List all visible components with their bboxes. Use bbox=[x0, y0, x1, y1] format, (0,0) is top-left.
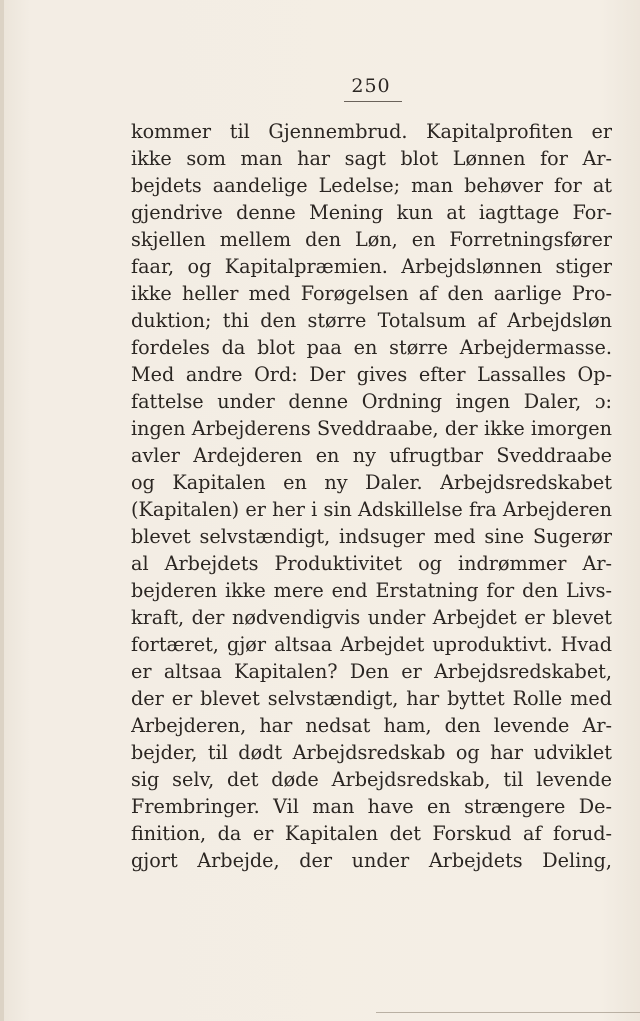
text-line: gjendrive denne Mening kun at iagttage For- bbox=[131, 201, 612, 224]
text-line: fordeles da blot paa en større Arbejdermasse. bbox=[131, 336, 612, 359]
text-line: bejdets aandelige Ledelse; man behøver for at bbox=[131, 174, 612, 197]
text-line: duktion; thi den større Totalsum af Arbejdsløn bbox=[131, 309, 612, 332]
text-line: Med andre Ord: Der gives efter Lassalles Op- bbox=[131, 363, 612, 386]
text-line: kommer til Gjennembrud. Kapitalprofiten er bbox=[131, 120, 612, 143]
text-line: bejderen ikke mere end Erstatning for den Livs- bbox=[131, 579, 612, 602]
text-line: fattelse under denne Ordning ingen Daler, ɔ: bbox=[131, 390, 612, 413]
body-text bbox=[131, 118, 612, 874]
page-number-rule bbox=[344, 101, 402, 102]
bottom-edge-line bbox=[376, 1012, 640, 1013]
text-line: er altsaa Kapitalen? Den er Arbejdsredskabet, bbox=[131, 660, 612, 683]
text-line: der er blevet selvstændigt, har byttet Rolle med bbox=[131, 687, 612, 710]
text-line: ikke som man har sagt blot Lønnen for Ar- bbox=[131, 147, 612, 170]
text-line: og Kapitalen en ny Daler. Arbejdsredskabet bbox=[131, 471, 612, 494]
page-edge bbox=[0, 0, 4, 1021]
text-line: ikke heller med Forøgelsen af den aarlige Pro- bbox=[131, 282, 612, 305]
text-line: sig selv, det døde Arbejdsredskab, til levende bbox=[131, 768, 612, 791]
text-line: bejder, til dødt Arbejdsredskab og har udviklet bbox=[131, 741, 612, 764]
page-number: 250 bbox=[351, 75, 391, 97]
text-line: blevet selvstændigt, indsuger med sine Sugerør bbox=[131, 525, 612, 548]
text-line: Arbejderen, har nedsat ham, den levende Ar- bbox=[131, 714, 612, 737]
text-line: (Kapitalen) er her i sin Adskillelse fra Arbejderen bbox=[131, 498, 612, 521]
text-line: finition, da er Kapitalen det Forskud af forud- bbox=[131, 822, 612, 845]
text-line: faar, og Kapitalpræmien. Arbejdslønnen stiger bbox=[131, 255, 612, 278]
text-line: fortæret, gjør altsaa Arbejdet uproduktivt. Hvad bbox=[131, 633, 612, 656]
text-line: Frembringer. Vil man have en strængere De- bbox=[131, 795, 612, 818]
text-line: al Arbejdets Produktivitet og indrømmer Ar- bbox=[131, 552, 612, 575]
text-line: ingen Arbejderens Sveddraabe, der ikke imorgen bbox=[131, 417, 612, 440]
text-line: gjort Arbejde, der under Arbejdets Deling, bbox=[131, 849, 612, 872]
text-line: kraft, der nødvendigvis under Arbejdet er blevet bbox=[131, 606, 612, 629]
text-line: avler Ardejderen en ny ufrugtbar Sveddraabe bbox=[131, 444, 612, 467]
text-line: skjellen mellem den Løn, en Forretningsfører bbox=[131, 228, 612, 251]
